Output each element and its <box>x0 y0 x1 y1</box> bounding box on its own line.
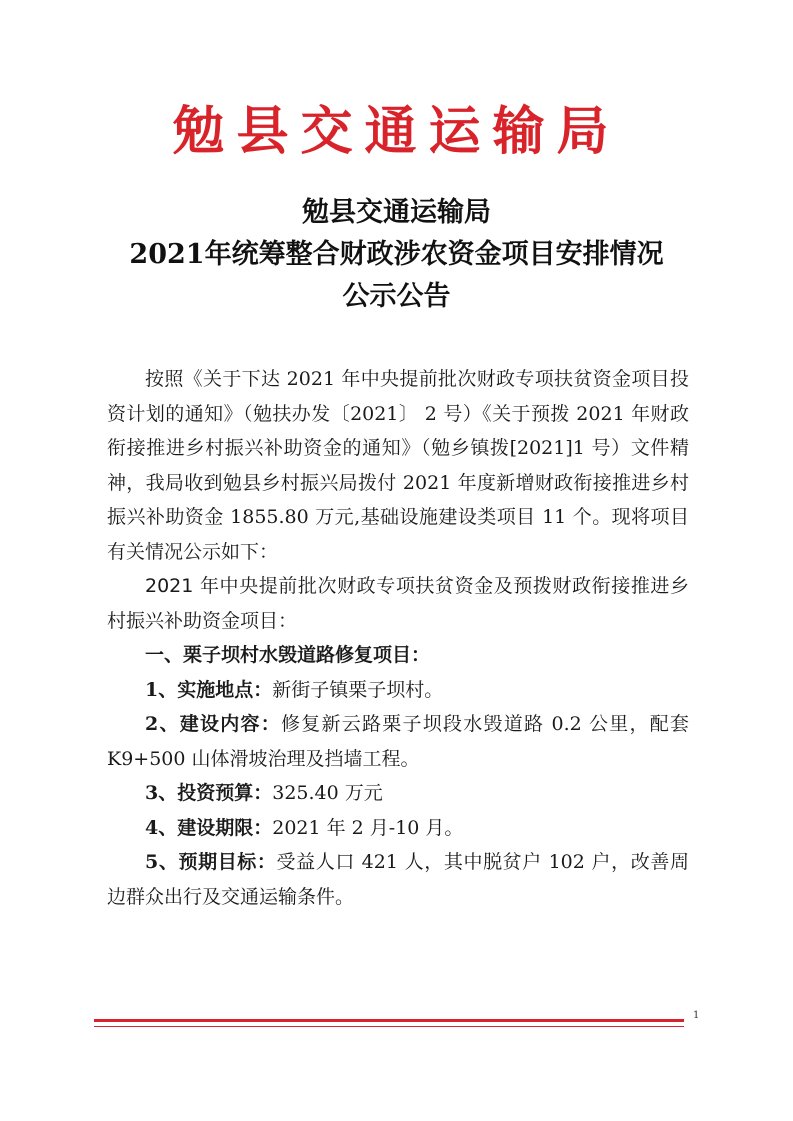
project-item-goal <box>107 845 689 914</box>
item-value: 325.40 万元 <box>272 782 383 804</box>
title-line-1: 勉县交通运输局 <box>302 197 491 228</box>
document-title <box>0 192 793 318</box>
footer-rule-thin <box>94 1026 684 1027</box>
project-item-budget <box>107 776 689 811</box>
item-value: 受益人口 421 人，其中脱贫户 102 户，改善周边群众出行及交通运输条件。 <box>107 851 689 908</box>
letterhead-title: 勉县交通运输局 <box>172 101 621 162</box>
title-line-3: 公示公告 <box>342 281 451 312</box>
footer-rule-thick <box>94 1019 684 1022</box>
project-item-period <box>107 811 689 846</box>
project-item-location <box>107 673 689 708</box>
item-label: 1、实施地点： <box>145 678 273 701</box>
page-number: 1 <box>693 1010 700 1021</box>
project-item-content <box>107 707 689 776</box>
document-body <box>107 362 689 914</box>
title-line-2: 2021年统筹整合财政涉农资金项目安排情况 <box>129 239 664 270</box>
project-heading: 一、栗子坝村水毁道路修复项目： <box>145 644 431 666</box>
item-label: 3、投资预算： <box>145 782 273 804</box>
item-value: 2021 年 2 月-10 月。 <box>272 816 464 839</box>
section-intro-paragraph: 2021 年中央提前批次财政专项扶贫资金及预拨财政衔接推进乡村振兴补助资金项目： <box>107 575 689 632</box>
item-label: 5、预期目标： <box>145 851 277 873</box>
intro-paragraph: 按照《关于下达 2021 年中央提前批次财政专项扶贫资金项目投资计划的通知》（勉扶办发〔2021〕 2 号）《关于预拨 2021 年财政衔接推进乡村振兴补助资金的通知》（勉乡镇拨[2021]1 号）文件精神，我局收到勉县乡村振兴局拨付 2021 年度新增财政衔接推进乡村振兴补助资金 1855.80 万元,基础设施建设类项目 11 个。现将项目有关情况公示如下： <box>107 368 689 563</box>
item-value: 新街子镇栗子坝村。 <box>272 678 444 701</box>
item-label: 4、建设期限： <box>145 816 273 839</box>
item-label: 2、建设内容： <box>145 713 281 735</box>
item-value: 修复新云路栗子坝段水毁道路 0.2 公里，配套 K9+500 山体滑坡治理及挡墙工程。 <box>107 713 689 770</box>
